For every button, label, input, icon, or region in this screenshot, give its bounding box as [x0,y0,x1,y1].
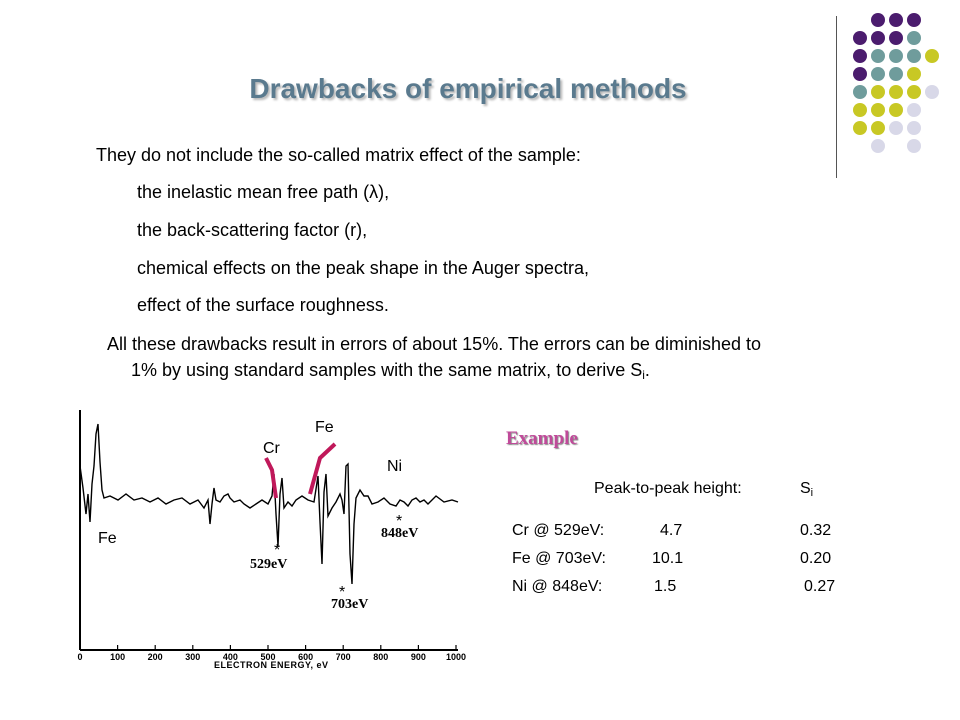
slide-title: Drawbacks of empirical methods [249,73,687,104]
fe-peak-marker [310,444,335,494]
decorative-dot [853,121,867,135]
row-ni-height: 1.5 [654,578,677,595]
conclusion-line-2: 1% by using standard samples with the same matrix, to derive $S_i$. [131,360,650,382]
label-fe-low-energy: Fe [98,530,117,547]
decorative-dot [925,49,939,63]
decorative-dot [871,13,885,27]
x-tick-label: 700 [335,652,351,662]
row-ni-s: 0.27 [804,578,836,595]
x-tick-label: 400 [222,652,238,662]
peak-star-cr: * [274,542,281,559]
row-fe-element: Fe @ 703eV: [512,550,606,567]
decorative-dot [871,31,885,45]
bullet-surface-roughness: effect of the surface roughness. [137,295,389,315]
x-tick-label: 500 [260,652,276,662]
peak-markers [250,440,340,500]
decorative-dot [907,13,921,27]
bullet-mean-free-path: the inelastic mean free path (λ), [137,182,390,202]
decorative-dot [871,139,885,153]
example-heading: Example [506,428,578,449]
x-tick-label: 200 [147,652,163,662]
peak-energy-cr: 529eV [250,557,288,572]
column-header-s: $S_i$ [800,480,814,499]
row-cr-s: 0.32 [800,522,832,539]
x-tick-label: 1000 [445,652,467,662]
intro-text: They do not include the so-called matrix effect of the sample: [96,145,581,165]
label-fe: Fe [315,419,334,436]
row-cr-height: 4.7 [660,522,683,539]
decorative-dot [907,121,921,135]
bullet-chemical-effects: chemical effects on the peak shape in the Auger spectra, [137,258,589,278]
x-tick-label: 0 [77,652,83,662]
row-cr-element: Cr @ 529eV: [512,522,605,539]
label-ni: Ni [387,458,403,475]
decorative-dot [889,31,903,45]
x-axis-label: ELECTRON ENERGY, eV [214,660,329,670]
decorative-dot [871,103,885,117]
peak-energy-ni: 848eV [381,526,419,541]
peak-energy-fe: 703eV [331,597,369,612]
peak-star-fe: * [339,584,346,601]
decorative-dot [853,31,867,45]
x-tick-label: 900 [410,652,426,662]
decorative-dot [871,121,885,135]
column-header-height: Peak-to-peak height: [594,480,742,497]
x-tick-label: 300 [185,652,201,662]
decorative-dot [871,49,885,63]
decorative-dot [853,103,867,117]
x-tick-label: 800 [373,652,389,662]
decorative-dot [889,121,903,135]
decorative-dot [853,49,867,63]
decorative-dot [889,103,903,117]
decorative-dot [907,103,921,117]
decorative-dot [907,139,921,153]
decorative-dot [889,49,903,63]
decorative-dot [907,49,921,63]
x-tick-label: 600 [298,652,314,662]
bullet-back-scattering: the back-scattering factor (r), [137,220,368,240]
decorative-dot [889,13,903,27]
cr-peak-marker [266,458,276,498]
row-fe-s: 0.20 [800,550,832,567]
x-tick-label: 100 [110,652,126,662]
row-fe-height: 10.1 [652,550,684,567]
peak-star-ni: * [396,513,403,530]
decorative-dot [907,31,921,45]
row-ni-element: Ni @ 848eV: [512,578,603,595]
label-cr: Cr [263,440,280,457]
conclusion-line-1: All these drawbacks result in errors of about 15%. The errors can be diminished to [107,334,761,354]
